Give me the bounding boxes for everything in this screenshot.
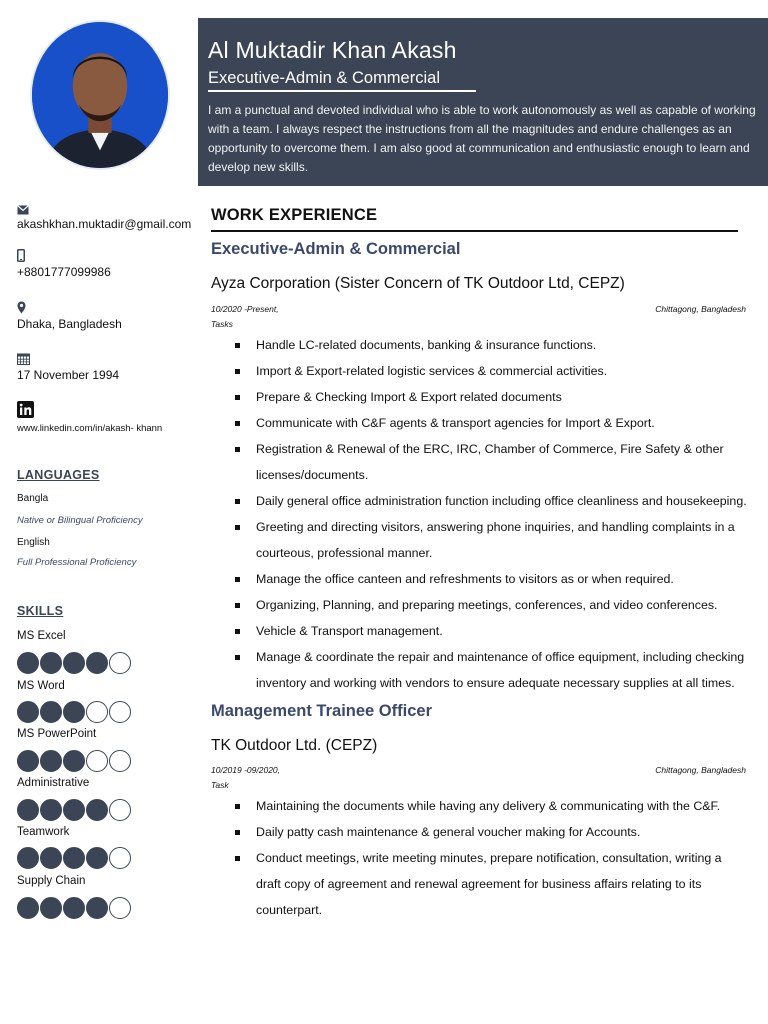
task-item: Greeting and directing visitors, answering phone inquiries, and handling complaints in a courteous, professional manner.: [232, 514, 747, 566]
job-location: Chittagong, Bangladesh: [655, 304, 746, 314]
task-item: Daily patty cash maintenance & general voucher making for Accounts.: [232, 819, 747, 845]
rating-dot-empty: [109, 701, 131, 723]
rating-dot-filled: [17, 897, 39, 919]
rating-dot-filled: [17, 847, 39, 869]
skill-rating: [17, 897, 131, 919]
location-text: Dhaka, Bangladesh: [17, 317, 122, 331]
language-name: Bangla: [17, 493, 49, 504]
job-meta: [211, 765, 746, 775]
work-experience-heading: WORK EXPERIENCE: [211, 206, 378, 224]
contact-phone[interactable]: [17, 249, 111, 280]
skill-label: Administrative: [17, 777, 90, 789]
job-location: Chittagong, Bangladesh: [655, 765, 746, 775]
skill-rating: [17, 847, 131, 869]
job-dates: 10/2019 -09/2020,: [211, 765, 281, 775]
skill-label: MS Excel: [17, 630, 66, 642]
main-column: [211, 206, 751, 923]
skill-rating: [17, 799, 131, 821]
task-item: Handle LC-related documents, banking & insurance functions.: [232, 332, 747, 358]
contact-linkedin[interactable]: [17, 401, 162, 437]
task-list: [232, 332, 747, 696]
candidate-name: Al Muktadir Khan Akash: [208, 37, 457, 63]
job-meta: [211, 304, 746, 314]
language-level: Full Professional Proficiency: [17, 557, 137, 568]
skill-label: MS Word: [17, 680, 65, 692]
tasks-label: Task: [211, 780, 229, 790]
portrait-image: [32, 22, 168, 168]
rating-dot-filled: [17, 799, 39, 821]
job-role: Executive-Admin & Commercial: [211, 240, 461, 258]
linkedin-icon[interactable]: [17, 401, 162, 421]
header-banner: [198, 18, 768, 186]
rating-dot-empty: [109, 750, 131, 772]
envelope-icon: [17, 202, 191, 216]
task-item: Prepare & Checking Import & Export related documents: [232, 384, 747, 410]
rating-dot-filled: [63, 701, 85, 723]
language-name: English: [17, 537, 50, 548]
task-list: [232, 793, 747, 923]
linkedin-text[interactable]: www.linkedin.com/in/akash- khann: [17, 423, 163, 434]
skills-heading: SKILLS: [17, 604, 64, 618]
rating-dot-filled: [63, 652, 85, 674]
rating-dot-filled: [86, 799, 108, 821]
rating-dot-filled: [86, 897, 108, 919]
rating-dot-filled: [63, 799, 85, 821]
skill-label: Teamwork: [17, 826, 70, 838]
task-item: Maintaining the documents while having any delivery & communicating with the C&F.: [232, 793, 747, 819]
job-company: TK Outdoor Ltd. (CEPZ): [211, 737, 378, 754]
rating-dot-filled: [40, 847, 62, 869]
tasks-label: Tasks: [211, 319, 233, 329]
rating-dot-filled: [86, 652, 108, 674]
rating-dot-filled: [40, 750, 62, 772]
task-item: Communicate with C&F agents & transport agencies for Import & Export.: [232, 410, 747, 436]
calendar-icon: [17, 352, 119, 367]
contact-email[interactable]: [17, 202, 191, 232]
rating-dot-empty: [109, 897, 131, 919]
skill-rating: [17, 701, 131, 723]
contact-birthdate: [17, 352, 119, 383]
mobile-phone-icon: [17, 249, 111, 264]
languages-heading: LANGUAGES: [17, 468, 100, 482]
rating-dot-filled: [63, 750, 85, 772]
email-text[interactable]: akashkhan.muktadir@gmail.com: [17, 217, 192, 231]
rating-dot-filled: [63, 847, 85, 869]
skill-label: MS PowerPoint: [17, 728, 97, 740]
phone-text[interactable]: +8801777099986: [17, 265, 111, 279]
rating-dot-empty: [86, 701, 108, 723]
rating-dot-filled: [63, 897, 85, 919]
task-item: Manage the office canteen and refreshments to visitors as or when required.: [232, 566, 747, 592]
task-item: Daily general office administration function including office cleanliness and housekeeping.: [232, 488, 747, 514]
rating-dot-empty: [109, 847, 131, 869]
job-dates: 10/2020 -Present,: [211, 304, 279, 314]
skill-rating: [17, 750, 131, 772]
rating-dot-empty: [109, 799, 131, 821]
job-role: Management Trainee Officer: [211, 702, 432, 720]
rating-dot-filled: [40, 799, 62, 821]
rating-dot-filled: [40, 897, 62, 919]
section-divider: [211, 230, 738, 232]
rating-dot-filled: [17, 750, 39, 772]
skill-label: Supply Chain: [17, 875, 86, 887]
job-company: Ayza Corporation (Sister Concern of TK Outdoor Ltd, CEPZ): [211, 275, 625, 292]
location-pin-icon: [17, 301, 122, 316]
candidate-title: Executive-Admin & Commercial: [208, 67, 476, 92]
birthdate-text: 17 November 1994: [17, 368, 120, 382]
rating-dot-filled: [17, 701, 39, 723]
rating-dot-filled: [86, 847, 108, 869]
profile-photo: [30, 20, 170, 170]
skill-rating: [17, 652, 131, 674]
rating-dot-empty: [86, 750, 108, 772]
task-item: Import & Export-related logistic services & commercial activities.: [232, 358, 747, 384]
contact-location: [17, 301, 122, 332]
task-item: Conduct meetings, write meeting minutes, prepare notification, consultation, writing a draft copy of agreement and renewal agreement for business affairs relating to its counterpart.: [232, 845, 747, 923]
task-item: Manage & coordinate the repair and maintenance of office equipment, including checking inventory and working with vendors to ensure adequate necessary supplies at all times.: [232, 644, 747, 696]
task-item: Organizing, Planning, and preparing meetings, conferences, and video conferences.: [232, 592, 747, 618]
rating-dot-filled: [40, 652, 62, 674]
language-level: Native or Bilingual Proficiency: [17, 515, 143, 526]
rating-dot-filled: [17, 652, 39, 674]
task-item: Registration & Renewal of the ERC, IRC, Chamber of Commerce, Fire Safety & other licenses/documents.: [232, 436, 747, 488]
rating-dot-filled: [40, 701, 62, 723]
profile-summary: I am a punctual and devoted individual who is able to work autonomously as well as capable of working with a team. I always respect the instructions from all the magnitudes and endure challenges as an opportunity to overcome them. I am also good at communication and enthusiastic enough to learn and develop new skills.: [208, 103, 756, 174]
rating-dot-empty: [109, 652, 131, 674]
task-item: Vehicle & Transport management.: [232, 618, 747, 644]
